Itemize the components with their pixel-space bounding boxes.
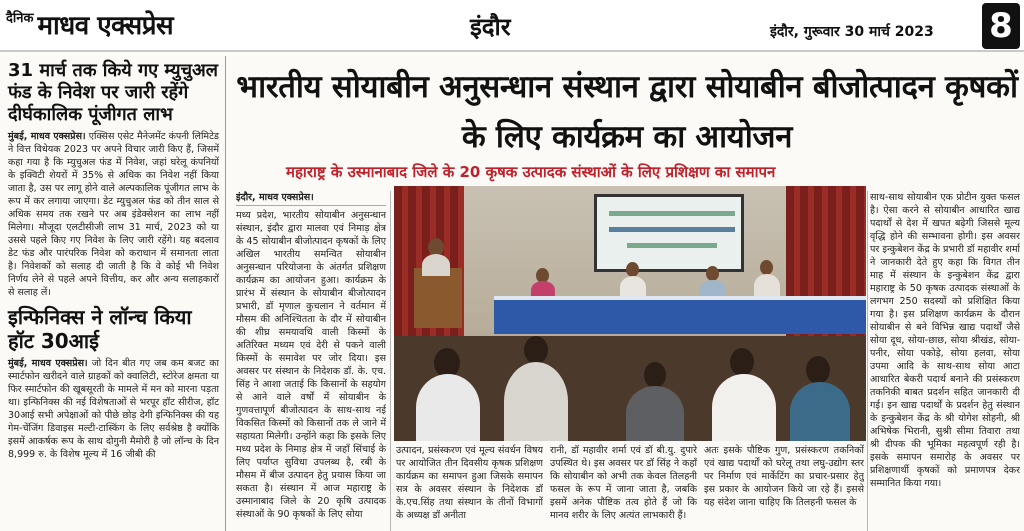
- photo-podium: [414, 268, 462, 328]
- photo-audience-member-body: [416, 374, 480, 441]
- photo-audience-member: [524, 336, 548, 364]
- masthead: [0, 0, 1024, 52]
- story-infinix-text: जो दिन बीत गए जब कम बजट का स्मार्टफोन खरीदने वाले ग्राहकों को क्वालिटी, स्टोरेज क्षमता या फिर स्मार्टफोन की खूबसूरती के मामले में मन को मारना पड़ता था। इन्फिनिक्स की नई विशेषताओं से भरपूर हॉट सीरीज, हॉट 30आई सभी अपेक्षाओं को पीछे छोड़ देगी इन्फिनिक्स की यह गेम-चेंजिंग डिवाइस मल्टी-टास्किंग के लिए सर्वश्रेष्ठ है क्योंकि इसमें आकर्षक रूप के साथ दोगुनी मैमोरी है जो लॉन्च के दिन 8,999 रु. के विशेष मूल्य में 16 जीबी की: [8, 358, 219, 460]
- page-number: 8: [982, 3, 1020, 49]
- event-photo: [394, 186, 866, 441]
- photo-panelist-body: [620, 276, 646, 298]
- photo-audience-member-body: [790, 382, 850, 441]
- photo-audience-member-body: [626, 386, 684, 441]
- story-infinix-byline: मुंबई, माधव एक्सप्रेस।: [8, 358, 88, 369]
- main-column-3: रानी, डॉ महावीर शर्मा एवं डॉ बी.यु. दुपारे उपस्थित थे। इस अवसर पर डॉ सिंह ने कहाँ कि सोयाबीन को अभी तक केवल तिलहनी फसल के रूप में जाना जाता है, जबकि इसमें अनेक पौष्टिक तत्व होते हैं जो कि मानव शरीर के लिए अत्यंत लाभकारी हैं।: [550, 445, 697, 521]
- newspaper-logo: [6, 6, 173, 42]
- photo-panelist: [626, 262, 639, 277]
- story-infinix: [8, 305, 219, 461]
- photo-panelist-body: [754, 274, 780, 298]
- photo-audience-member: [644, 362, 666, 388]
- photo-audience-member-body: [504, 362, 568, 441]
- photo-audience-member-body: [712, 374, 776, 441]
- story-infinix-headline: इन्फिनिक्स ने लॉन्च किया हॉट 30आई: [8, 305, 192, 353]
- logo-brand-name: माधव एक्सप्रेस: [37, 11, 174, 41]
- story-infinix-body: [8, 357, 219, 461]
- main-column-1: [236, 191, 386, 531]
- main-column-right: साथ-साथ सोयाबीन एक प्रोटीन युक्त फसल है। ऐसा करने से सोयाबीन आधारित खाद्य पदार्थों से देश में खपत बढ़ेगी जिससे मूल्य वृद्धि होने की सम्भावना होगी। इस अवसर पर इन्कुबेशन केंद्र के प्रभारी डॉ महावीर शर्मा ने जानकारी देते हुए कहा कि विगत तीन माह में संस्थान के इन्कुबेशन केंद्र द्वारा महाराष्ट्र के 50 कृषक उत्पादक संस्थाओं के लगभग 250 सदस्यों को प्रशिक्षित किया गया है। इस प्रशिक्षण कार्यक्रम के दौरान सोयाबीन से बने विभिन्न खाद्य पदार्थों जैसे सोया दूध, सोया-छाछ, सोया श्रीखंड, सोया-पनीर, सोया पकोड़े, सोया हलवा, सोया उपमा आदि के साथ-साथ सोया आटा आधारित बेकरी पदार्थ बनाने की प्रसंस्करण तकनिकी बाबत प्रदर्शन सहित जानकारी दी गई। इन खाद्य पदार्थों के प्रदर्शन हेतु संस्थान के इन्कुबेशन केंद्र के श्री योगेश सोहनी, श्री अभिषेक भिरानी, सुश्री सीमा तिवारा तथा श्री दीपक की भूमिका महत्वपूर्ण रही है। इसके समापन समारोह के अवसर पर प्रशिक्षणार्थी कृषकों को प्रमाणपत्र देकर सम्मानित किया गया।: [870, 192, 1020, 489]
- main-subheadline: महाराष्ट्र के उस्मानाबाद जिले के 20 कृषक उत्पादक संस्थाओं के लिए प्रशिक्षण का समापन: [286, 163, 776, 181]
- main-story: [230, 56, 1024, 531]
- story-mutual-fund-body: [8, 130, 219, 299]
- column-divider: [390, 191, 391, 531]
- photo-audience-member: [730, 348, 754, 376]
- story-mutual-fund-byline: मुंबई, माधव एक्सप्रेस।: [8, 131, 86, 142]
- photo-audience-member: [806, 356, 830, 384]
- photo-panelist: [706, 266, 719, 281]
- left-column: [0, 56, 226, 531]
- photo-panelist: [760, 260, 773, 275]
- edition-city: इंदौर: [470, 13, 511, 41]
- main-column-2: उत्पादन, प्रसंस्करण एवं मूल्य संवर्धन विषय पर आयोजित तीन दिवसीय कृषक प्रशिक्षण कार्यक्रम का समापन हुआ जिसके समापन सत्र के अवसर संस्थान के निदेशक डॉ के.एच.सिंह तथा संस्थान के तीनों विभागों के अध्यक्ष डॉ अनीता: [396, 445, 543, 521]
- logo-daily-label: दैनिक: [6, 11, 34, 26]
- main-column-4: अतः इसके पौष्टिक गुण, प्रसंस्करण तकनिकों एवं खाद्य पदार्थों को घरेलू तथा लघु-उद्योग स्तर पर निर्माण एवं मार्केटिंग का प्रचार-प्रसार हेतु इस प्रकार के आयोजन किये जा रहे हैं। इससे यह संदेश जाना चाहिए कि तिलहनी फसल के: [704, 445, 864, 508]
- photo-speaker-body: [422, 254, 450, 276]
- main-headline: भारतीय सोयाबीन अनुसन्धान संस्थान द्वारा सोयाबीन बीजोत्पादन कृषकों के लिए कार्यक्रम का आयोजन: [236, 69, 1018, 155]
- story-mutual-fund-headline: 31 मार्च तक किये गए म्युचुअल फंड के निवेश पर जारी रहेंगे दीर्घकालिक पूंजीगत लाभ: [8, 60, 219, 125]
- edition-date: इंदौर, गुरूवार 30 मार्च 2023: [770, 24, 934, 40]
- main-column-1-text: मध्य प्रदेश, भारतीय सोयाबीन अनुसन्धान संस्थान, इंदौर द्वारा मालवा एवं निमाड़ क्षेत्र के 45 सोयाबीन बीजोत्पादन कृषकों के लिए अखिल भारतीय समन्वित सोयाबीन अनुसन्धान परियोजना के अंतर्गत प्रशिक्षण कार्यक्रम का आयोजन हुआ। कार्यक्रम के प्रारंभ में संस्थान के सोयाबीन बीजोत्पादन प्रभारी, डॉ मृणाल कुचलान ने वर्तमान में मौसम की अनिश्चितता के दौर में सोयाबीन की शीघ्र समयावधि वाली किस्मों के अतिरिक्त मध्यम एवं देरी से पकने वाली किस्मों के समावेश पर जोर दिया। इस अवसर पर संस्थान के निदेशक डॉ. के. एच. सिंह ने आशा जताई कि किसानों के सहयोग से आने वाले वर्षों में सोयाबीन के गुणवत्तापूर्ण बीजोत्पादन के साथ-साथ नई विकसित किस्मों को किसानों तक ले जाने में सहायता मिलेगी। उन्होंने कहा कि इसके लिए मध्य प्रदेश के निमाड़ क्षेत्र में जहाँ सिंचाई के लिए पर्याप्त सुविधा उपलब्ध है, रबी के मौसम में बीज उत्पादन हेतु प्रयास किया जा सकता है। संस्थान में आज महाराष्ट्र के उस्मानाबाद जिले के 20 कृषि उत्पादक संस्थाओं के 90 कृषकों के लिए सोया: [236, 210, 386, 520]
- story-mutual-fund: [8, 60, 219, 299]
- main-byline: इंदौर, माधव एक्सप्रेस।: [236, 191, 386, 206]
- photo-projector-screen: [594, 194, 744, 272]
- story-mutual-fund-text: एक्सिस एसेट मैनेजमेंट कंपनी लिमिटेड ने वित्त विधेयक 2023 पर अपने विचार जारी किए हैं, जिसमें कहा गया है कि म्युचुअल फंड में निवेश, जहां घरेलू कंपनियों के इक्विटी शेयरों में 35% से अधिक का निवेश नहीं किया जाता है, उस पर लागू होने वाले अल्पकालिक पूंजीगत लाभ के रूप में कर लगाया जाएगा। डेट म्युचुअल फंड को तीन साल से अधिक समय तक रखने पर अब इंडेक्सेशन का लाभ नहीं मिलेगा। मौजूदा एलटीसीजी लाभ 31 मार्च, 2023 को या उससे पहले किए गए निवेश के लिए जारी रहेंगे। यह बदलाव डेट फंड और पारंपरिक निवेश को कराधान में समानता लाता है। निवेशकों को सलाह दी जाती है कि वे कोई भी निवेश निर्णय लेने से पहले अपने वित्तीय, कर और अन्य सलाहकारों से सलाह लें।: [8, 131, 219, 298]
- photo-dais-table: [494, 296, 866, 334]
- column-divider: [867, 191, 868, 531]
